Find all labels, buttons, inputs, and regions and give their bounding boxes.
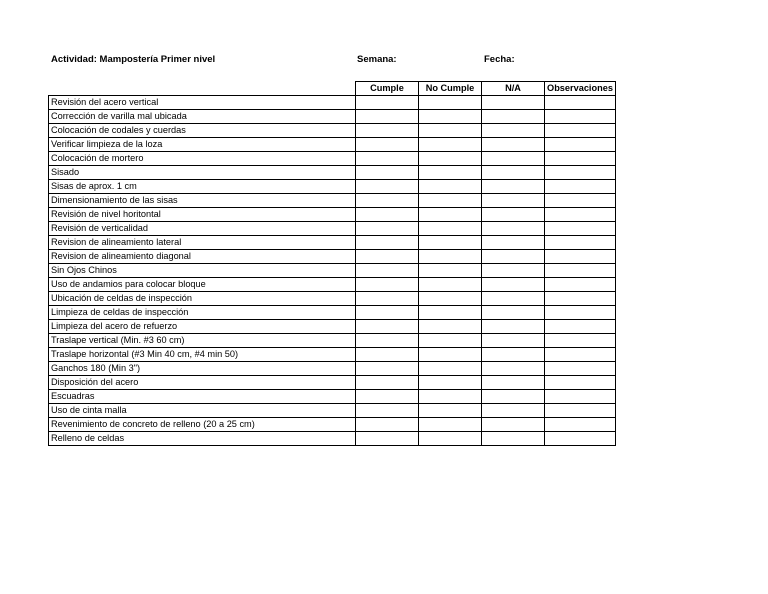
no-cumple-cell[interactable]: [419, 432, 482, 446]
checklist-item-label: Disposición del acero: [49, 376, 356, 390]
cumple-cell[interactable]: [356, 236, 419, 250]
checklist-item-label: Colocación de mortero: [49, 152, 356, 166]
checklist-item-label: Ubicación de celdas de inspección: [49, 292, 356, 306]
checklist-item-label: Escuadras: [49, 390, 356, 404]
checklist-item-label: Ganchos 180 (Min 3"): [49, 362, 356, 376]
na-cell[interactable]: [482, 418, 545, 432]
cumple-cell[interactable]: [356, 96, 419, 110]
na-cell[interactable]: [482, 180, 545, 194]
observaciones-cell[interactable]: [545, 348, 616, 362]
na-cell[interactable]: [482, 124, 545, 138]
cumple-cell[interactable]: [356, 390, 419, 404]
observaciones-cell[interactable]: [545, 208, 616, 222]
column-header-no-cumple: No Cumple: [419, 82, 482, 96]
na-cell[interactable]: [482, 306, 545, 320]
na-cell[interactable]: [482, 264, 545, 278]
no-cumple-cell[interactable]: [419, 236, 482, 250]
observaciones-cell[interactable]: [545, 138, 616, 152]
no-cumple-cell[interactable]: [419, 404, 482, 418]
observaciones-cell[interactable]: [545, 390, 616, 404]
checklist-item-label: Colocación de codales y cuerdas: [49, 124, 356, 138]
column-header-cumple: Cumple: [356, 82, 419, 96]
cumple-cell[interactable]: [356, 348, 419, 362]
table-row: [49, 404, 616, 418]
table-row: [49, 250, 616, 264]
checklist-item-label: Revenimiento de concreto de relleno (20 a 25 cm): [49, 418, 356, 432]
na-cell[interactable]: [482, 292, 545, 306]
na-cell[interactable]: [482, 110, 545, 124]
cumple-cell[interactable]: [356, 278, 419, 292]
no-cumple-cell[interactable]: [419, 292, 482, 306]
observaciones-cell[interactable]: [545, 250, 616, 264]
observaciones-cell[interactable]: [545, 152, 616, 166]
na-cell[interactable]: [482, 250, 545, 264]
cumple-cell[interactable]: [356, 124, 419, 138]
cumple-cell[interactable]: [356, 250, 419, 264]
no-cumple-cell[interactable]: [419, 152, 482, 166]
no-cumple-cell[interactable]: [419, 306, 482, 320]
checklist-item-label: Revisión del acero vertical: [49, 96, 356, 110]
observaciones-cell[interactable]: [545, 180, 616, 194]
column-header-observaciones: Observaciones: [545, 82, 616, 96]
table-row: [49, 110, 616, 124]
cumple-cell[interactable]: [356, 152, 419, 166]
table-row: [49, 264, 616, 278]
checklist-item-label: Sisas de aprox. 1 cm: [49, 180, 356, 194]
cumple-cell[interactable]: [356, 264, 419, 278]
table-row: [49, 208, 616, 222]
na-cell[interactable]: [482, 194, 545, 208]
table-row: [49, 152, 616, 166]
no-cumple-cell[interactable]: [419, 376, 482, 390]
no-cumple-cell[interactable]: [419, 348, 482, 362]
observaciones-cell[interactable]: [545, 418, 616, 432]
no-cumple-cell[interactable]: [419, 208, 482, 222]
inspection-checklist-table: [48, 81, 616, 446]
checklist-item-label: Uso de cinta malla: [49, 404, 356, 418]
week-label: Semana:: [357, 54, 397, 65]
observaciones-cell[interactable]: [545, 432, 616, 446]
observaciones-cell[interactable]: [545, 124, 616, 138]
cumple-cell[interactable]: [356, 418, 419, 432]
no-cumple-cell[interactable]: [419, 194, 482, 208]
no-cumple-cell[interactable]: [419, 320, 482, 334]
observaciones-cell[interactable]: [545, 222, 616, 236]
cumple-cell[interactable]: [356, 180, 419, 194]
observaciones-cell[interactable]: [545, 320, 616, 334]
cumple-cell[interactable]: [356, 362, 419, 376]
na-cell[interactable]: [482, 348, 545, 362]
cumple-cell[interactable]: [356, 208, 419, 222]
checklist-item-label: Revisión de nivel horitontal: [49, 208, 356, 222]
table-row: [49, 376, 616, 390]
no-cumple-cell[interactable]: [419, 110, 482, 124]
table-row: [49, 278, 616, 292]
checklist-item-label: Traslape vertical (Min. #3 60 cm): [49, 334, 356, 348]
observaciones-cell[interactable]: [545, 278, 616, 292]
cumple-cell[interactable]: [356, 292, 419, 306]
no-cumple-cell[interactable]: [419, 124, 482, 138]
table-row: [49, 418, 616, 432]
no-cumple-cell[interactable]: [419, 222, 482, 236]
cumple-cell[interactable]: [356, 376, 419, 390]
checklist-item-label: Limpieza del acero de refuerzo: [49, 320, 356, 334]
na-cell[interactable]: [482, 166, 545, 180]
table-row: [49, 348, 616, 362]
checklist-item-label: Uso de andamios para colocar bloque: [49, 278, 356, 292]
cumple-cell[interactable]: [356, 306, 419, 320]
table-row: [49, 138, 616, 152]
no-cumple-cell[interactable]: [419, 138, 482, 152]
no-cumple-cell[interactable]: [419, 390, 482, 404]
no-cumple-cell[interactable]: [419, 418, 482, 432]
na-cell[interactable]: [482, 278, 545, 292]
checklist-item-label: Dimensionamiento de las sisas: [49, 194, 356, 208]
cumple-cell[interactable]: [356, 334, 419, 348]
no-cumple-cell[interactable]: [419, 334, 482, 348]
no-cumple-cell[interactable]: [419, 250, 482, 264]
checklist-item-label: Revision de alineamiento diagonal: [49, 250, 356, 264]
header-row: [49, 82, 616, 96]
no-cumple-cell[interactable]: [419, 264, 482, 278]
table-row: [49, 222, 616, 236]
checklist-item-label: Revision de alineamiento lateral: [49, 236, 356, 250]
checklist-item-label: Relleno de celdas: [49, 432, 356, 446]
cumple-cell[interactable]: [356, 166, 419, 180]
no-cumple-cell[interactable]: [419, 278, 482, 292]
cumple-cell[interactable]: [356, 110, 419, 124]
no-cumple-cell[interactable]: [419, 166, 482, 180]
observaciones-cell[interactable]: [545, 110, 616, 124]
na-cell[interactable]: [482, 404, 545, 418]
table-row: [49, 194, 616, 208]
checklist-item-label: Traslape horizontal (#3 Min 40 cm, #4 min 50): [49, 348, 356, 362]
na-cell[interactable]: [482, 334, 545, 348]
table-row: [49, 166, 616, 180]
no-cumple-cell[interactable]: [419, 362, 482, 376]
cumple-cell[interactable]: [356, 138, 419, 152]
cumple-cell[interactable]: [356, 432, 419, 446]
table-row: [49, 390, 616, 404]
cumple-cell[interactable]: [356, 320, 419, 334]
observaciones-cell[interactable]: [545, 166, 616, 180]
table-row: [49, 432, 616, 446]
observaciones-cell[interactable]: [545, 194, 616, 208]
table-row: [49, 320, 616, 334]
na-cell[interactable]: [482, 222, 545, 236]
table-row: [49, 334, 616, 348]
activity-title: Actividad: Mampostería Primer nivel: [51, 54, 216, 65]
cumple-cell[interactable]: [356, 194, 419, 208]
observaciones-cell[interactable]: [545, 236, 616, 250]
checklist-item-label: Corrección de varilla mal ubicada: [49, 110, 356, 124]
no-cumple-cell[interactable]: [419, 180, 482, 194]
observaciones-cell[interactable]: [545, 376, 616, 390]
cumple-cell[interactable]: [356, 404, 419, 418]
table-row: [49, 306, 616, 320]
na-cell[interactable]: [482, 138, 545, 152]
checklist-item-label: Sisado: [49, 166, 356, 180]
table-row: [49, 180, 616, 194]
table-row: [49, 236, 616, 250]
date-label: Fecha:: [484, 54, 515, 65]
na-cell[interactable]: [482, 362, 545, 376]
na-cell[interactable]: [482, 376, 545, 390]
column-header-na: N/A: [482, 82, 545, 96]
checklist-item-label: Revisión de verticalidad: [49, 222, 356, 236]
na-cell[interactable]: [482, 152, 545, 166]
header-blank-cell: [49, 82, 356, 96]
observaciones-cell[interactable]: [545, 96, 616, 110]
na-cell[interactable]: [482, 320, 545, 334]
checklist-item-label: Limpieza de celdas de inspección: [49, 306, 356, 320]
cumple-cell[interactable]: [356, 222, 419, 236]
table-row: [49, 362, 616, 376]
checklist-item-label: Sin Ojos Chinos: [49, 264, 356, 278]
na-cell[interactable]: [482, 236, 545, 250]
table-row: [49, 96, 616, 110]
na-cell[interactable]: [482, 390, 545, 404]
observaciones-cell[interactable]: [545, 264, 616, 278]
observaciones-cell[interactable]: [545, 292, 616, 306]
observaciones-cell[interactable]: [545, 404, 616, 418]
observaciones-cell[interactable]: [545, 362, 616, 376]
na-cell[interactable]: [482, 96, 545, 110]
checklist-item-label: Verificar limpieza de la loza: [49, 138, 356, 152]
na-cell[interactable]: [482, 208, 545, 222]
table-row: [49, 292, 616, 306]
observaciones-cell[interactable]: [545, 306, 616, 320]
na-cell[interactable]: [482, 432, 545, 446]
table-row: [49, 124, 616, 138]
observaciones-cell[interactable]: [545, 334, 616, 348]
no-cumple-cell[interactable]: [419, 96, 482, 110]
